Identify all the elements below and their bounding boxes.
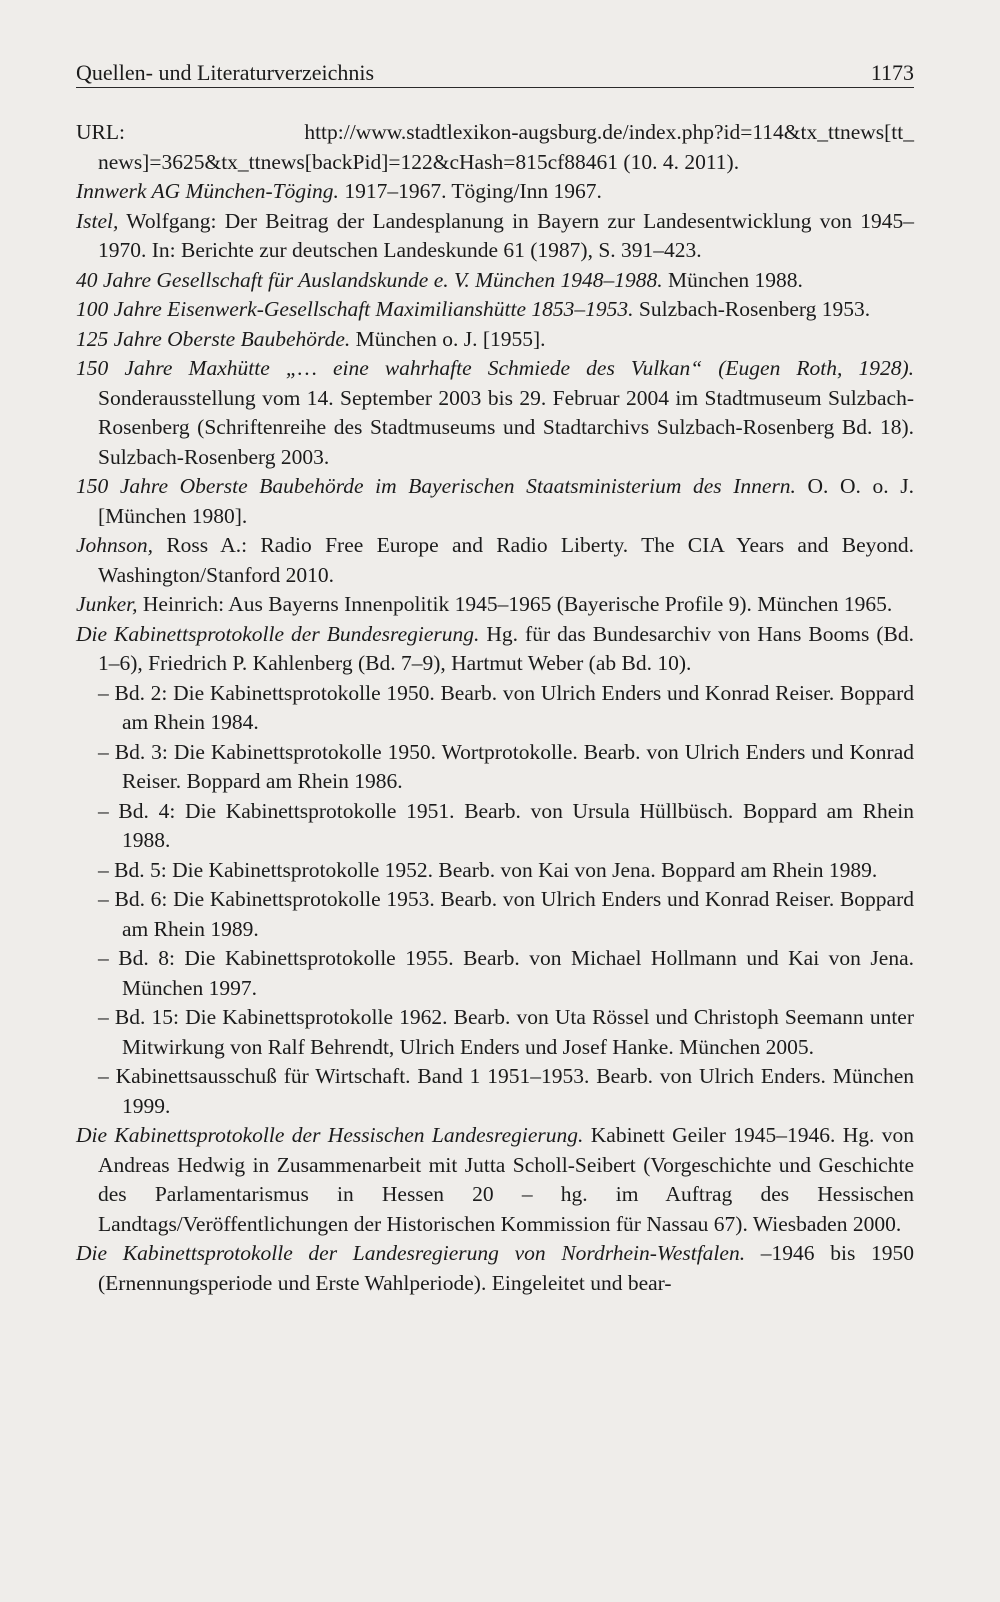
entry-title: 100 Jahre Eisenwerk-Gesellschaft Maximilianshütte 1853–1953. <box>76 297 634 321</box>
entry-author: Johnson, <box>76 533 154 557</box>
bib-entry <box>76 354 914 472</box>
bib-entry <box>76 531 914 590</box>
bib-subentry: – Bd. 6: Die Kabinettsprotokolle 1953. Bearb. von Ulrich Enders und Konrad Reiser. Boppard am Rhein 1989. <box>98 887 914 941</box>
bib-entry <box>76 1121 914 1239</box>
entry-text: München 1988. <box>662 267 803 292</box>
entry-title: Die Kabinettsprotokolle der Landesregierung von Nordrhein-Westfalen. <box>76 1241 746 1265</box>
entry-text: München o. J. [1955]. <box>350 326 546 351</box>
bib-subentry: – Bd. 4: Die Kabinettsprotokolle 1951. Bearb. von Ursula Hüllbüsch. Boppard am Rhein 1988. <box>98 798 914 852</box>
entry-title: Die Kabinettsprotokolle der Bundesregierung. <box>76 621 480 646</box>
entry-text: Ross A.: Radio Free Europe and Radio Liberty. The CIA Years and Beyond. Washington/Stanford 2010. <box>98 533 914 587</box>
entry-author: Istel, <box>76 208 119 233</box>
bib-entry <box>76 472 914 531</box>
url-label: URL: <box>76 120 125 144</box>
bib-subentry: – Kabinettsausschuß für Wirtschaft. Band 1 1951–1953. Bearb. von Ulrich Enders. München 1999. <box>98 1064 914 1118</box>
bib-subentry: – Bd. 8: Die Kabinettsprotokolle 1955. Bearb. von Michael Hollmann und Kai von Jena. München 1997. <box>98 946 914 1000</box>
entry-title: 125 Jahre Oberste Baubehörde. <box>76 326 351 351</box>
bib-entry <box>76 1239 914 1298</box>
url-text-1: http://www.stadtlexikon-augsburg.de/index.php?id=114&tx_ttnews[tt_ <box>304 120 914 144</box>
entry-title: 150 Jahre Maxhütte „… eine wahrhafte Schmiede des Vulkan“ (Eugen Roth, 1928). <box>76 356 914 380</box>
running-head <box>76 48 914 84</box>
entry-text: 1917–1967. Töging/Inn 1967. <box>338 179 602 203</box>
bibliography-list <box>76 118 914 1298</box>
bib-entry <box>76 295 914 325</box>
header-rule <box>76 87 914 88</box>
entry-title: 40 Jahre Gesellschaft für Auslandskunde e. V. München 1948–1988. <box>76 267 663 292</box>
entry-author: Junker, <box>76 592 138 616</box>
url-text-2: news]=3625&tx_ttnews[backPid]=122&cHash=815cf88461 (10. 4. 2011). <box>98 149 740 174</box>
bib-entry <box>76 590 914 620</box>
entry-text: Kabinett Geiler 1945–1946. Hg. von Andreas Hedwig in Zusammenarbeit mit Jutta Scholl-Seibert (Vorgeschichte und Geschichte des Parlamentarismus in Hessen 20 – hg. im Auftrag des Hessischen Landtags/Veröffentlichungen der Historischen Kommission für Nassau 67). Wiesbaden 2000. <box>98 1123 914 1236</box>
bib-entry <box>76 177 914 207</box>
entry-title: Innwerk AG München-Töging. <box>76 179 339 203</box>
entry-text: O. O. o. J. [München 1980]. <box>98 474 914 528</box>
entry-title: Die Kabinettsprotokolle der Hessischen Landesregierung. <box>76 1123 584 1147</box>
bib-subentry: – Bd. 15: Die Kabinettsprotokolle 1962. Bearb. von Uta Rössel und Christoph Seemann unter Mitwirkung von Ralf Behrendt, Ulrich Enders und Josef Hanke. München 2005. <box>98 1005 914 1059</box>
bib-subentry: – Bd. 5: Die Kabinettsprotokolle 1952. Bearb. von Kai von Jena. Boppard am Rhein 1989. <box>98 857 878 882</box>
entry-text: Sulzbach-Rosenberg 1953. <box>633 297 871 321</box>
entry-text: Sonderausstellung vom 14. September 2003 bis 29. Februar 2004 im Stadtmuseum Sulzbach-Rosenberg (Schriftenreihe des Stadtmuseums und Stadtarchivs Sulzbach-Rosenberg Bd. 18). Sulzbach-Rosenberg 2003. <box>98 385 914 469</box>
running-head-title: Quellen- und Literaturverzeichnis <box>76 60 375 85</box>
bib-subentry: – Bd. 3: Die Kabinettsprotokolle 1950. Wortprotokolle. Bearb. von Ulrich Enders und Konrad Reiser. Boppard am Rhein 1986. <box>98 739 914 793</box>
bib-entry <box>76 266 914 296</box>
entry-text: Hg. für das Bundesarchiv von Hans Booms (Bd. 1–6), Friedrich P. Kahlenberg (Bd. 7–9), Hartmut Weber (ab Bd. 10). <box>98 621 914 675</box>
bib-entry <box>76 325 914 355</box>
bib-entry <box>76 207 914 266</box>
bib-entry-url <box>76 118 914 177</box>
entry-title: 150 Jahre Oberste Baubehörde im Bayerischen Staatsministerium des Innern. <box>76 474 796 498</box>
entry-text: Heinrich: Aus Bayerns Innenpolitik 1945–1965 (Bayerische Profile 9). München 1965. <box>137 592 893 616</box>
bib-subentry: – Bd. 2: Die Kabinettsprotokolle 1950. Bearb. von Ulrich Enders und Konrad Reiser. Boppard am Rhein 1984. <box>98 680 914 734</box>
bib-entry <box>76 620 914 679</box>
entry-text: –1946 bis 1950 (Ernennungsperiode und Erste Wahlperiode). Eingeleitet und bear- <box>98 1241 914 1295</box>
page-number: 1173 <box>870 60 914 85</box>
entry-text: Wolfgang: Der Beitrag der Landesplanung in Bayern zur Landesentwicklung von 1945–1970. In: Berichte zur deutschen Landeskunde 61 (1987), S. 391–423. <box>98 208 914 262</box>
